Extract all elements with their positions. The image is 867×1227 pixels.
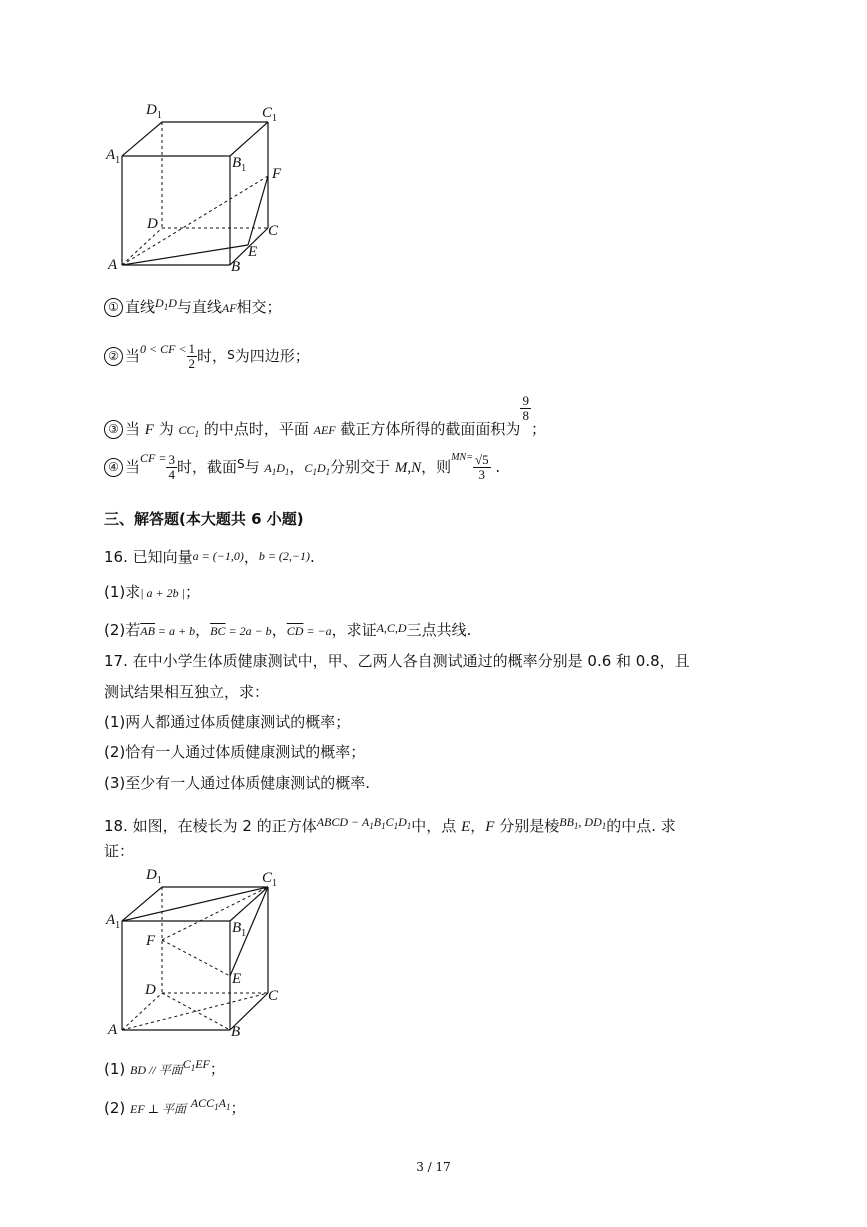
label-F: F — [272, 166, 282, 182]
label2-D1: $D_1$ — [146, 867, 162, 886]
q18-line2: 证： — [104, 842, 135, 860]
option-1: ① 直线$^{D_1D}$与直线AF相交； — [104, 292, 282, 319]
q18-part1: (1) BD // 平面$^{C_1EF}$； — [104, 1057, 225, 1078]
q16-part1: (1)求| a + 2b |； — [104, 583, 200, 601]
q17-part1: (1)两人都通过体质健康测试的概率； — [104, 713, 351, 731]
label-B: B — [231, 259, 241, 275]
label-E: E — [248, 244, 258, 260]
q17-line1: 17. 在中小学生体质健康测试中，甲、乙两人各自测试通过的概率分别是 0.6 和 0.8，且 — [104, 652, 690, 670]
label2-D: D — [145, 982, 156, 998]
option-4: ④ 当$^{CF =}$ $\frac{3}{4}$ 时，截面$^S$与 $A_1D_1$，$C_1D_1$分别交于 M,N，则$^{MN=}$ $\frac{√5}{3}$ . — [104, 447, 500, 483]
label-D1: $D_1$ — [146, 102, 162, 121]
label2-B: B — [231, 1024, 241, 1040]
page-number: 3 / 17 — [416, 1160, 451, 1174]
label2-E: E — [232, 971, 242, 987]
q17-part3: (3)至少有一人通过体质健康测试的概率. — [104, 774, 371, 792]
q16-part2: (2)若AB = a + b，BC = 2a − b，CD = −a，求证$^{A,C,D}$三点共线. — [104, 621, 472, 639]
q18-stem: 18. 如图，在棱长为 2 的正方体$^{ABCD - A_1B_1C_1D_1}$中，点 E，F 分别是棱$^{BB_1, DD_1}$的中点. 求 — [104, 815, 676, 835]
q16-stem: 16. 已知向量a = (−1,0)，b = (2,−1). — [104, 548, 315, 566]
label-B1: $B_1$ — [232, 155, 247, 174]
option-3: ③ 当 F 为 $CC_1$ 的中点时，平面 AEF 截正方体所得的截面面积为 $\frac{9}{8}$ ； — [104, 394, 546, 445]
label-A: A — [108, 257, 118, 273]
label-A1: $A_1$ — [106, 147, 121, 166]
label-D: D — [147, 216, 158, 232]
q18-part2: (2) EF ⊥ 平面 $^{ACC_1A_1}$； — [104, 1096, 246, 1117]
label2-C1: $C_1$ — [262, 870, 278, 889]
q17-line2: 测试结果相互独立，求： — [104, 683, 270, 701]
label2-C: C — [268, 988, 279, 1004]
label2-A1: $A_1$ — [106, 912, 121, 931]
q17-part2: (2)恰有一人通过体质健康测试的概率； — [104, 743, 366, 761]
label2-A: A — [108, 1022, 118, 1038]
label2-B1: $B_1$ — [232, 920, 247, 939]
label-C: C — [268, 223, 279, 239]
section-title: 三、解答题(本大题共 6 小题) — [104, 510, 304, 528]
option-2: ② 当$^{0 < CF <}$ $\frac{1}{2}$ 时，S为四边形； — [104, 338, 310, 371]
label-C1: $C_1$ — [262, 105, 278, 124]
label2-F: F — [146, 933, 156, 949]
